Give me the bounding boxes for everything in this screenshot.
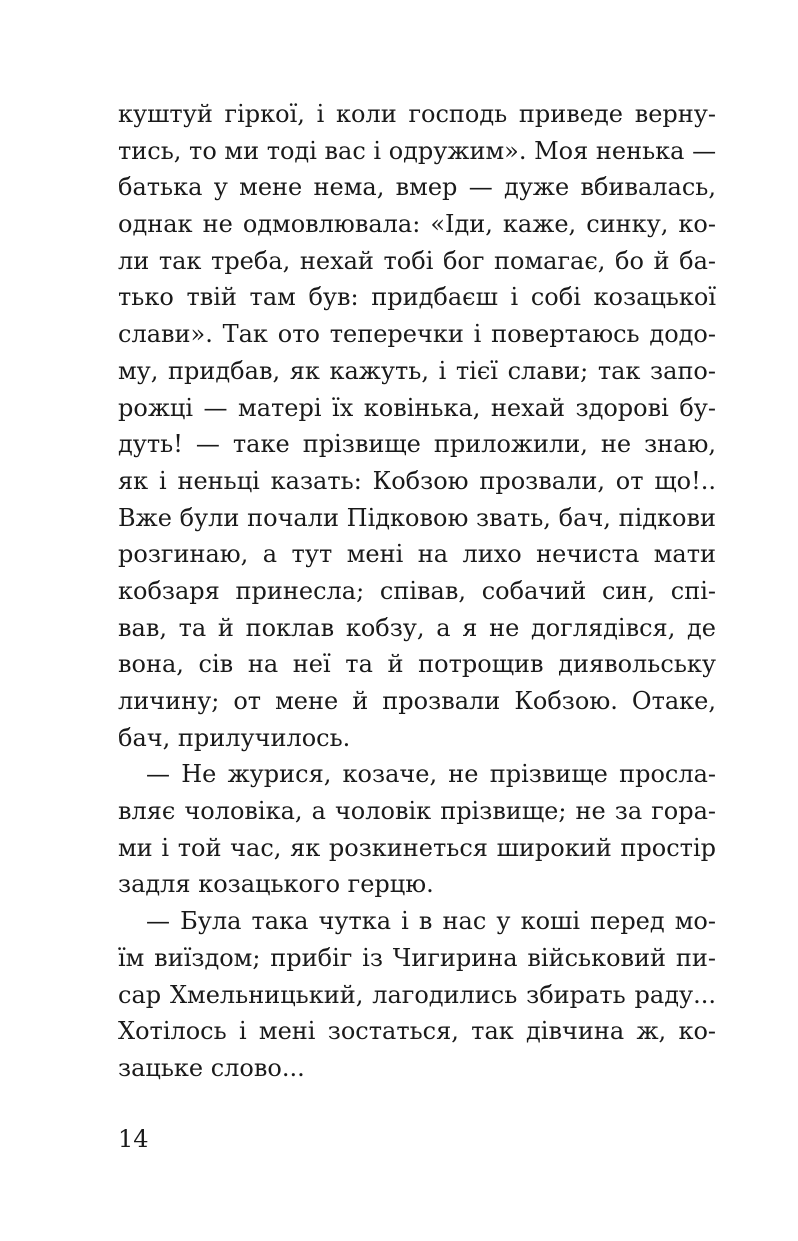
text-line: рожці — матері їх ковінька, нехай здорові бу- [118,393,716,422]
text-line: вав, та й поклав кобзу, а я не доглядівся, де [118,613,716,642]
text-line: ми і той час, як розкинеться широкий простір [118,833,716,862]
text-line: му, придбав, як кажуть, і тієї слави; так запо- [118,356,716,385]
text-line: сар Хмельницький, лагодились збирать раду... [118,980,716,1009]
text-line: їм виїздом; прибіг із Чигирина військовий пи- [118,943,716,972]
text-line: куштуй гіркої, і коли господь приведе верну- [118,100,716,128]
text-line: бач, прилучилось. [118,723,351,752]
text-line: однак не одмовлювала: «Іди, каже, синку, ко- [118,210,716,239]
text-line: задля козацького герцю. [118,870,434,899]
text-line: батька у мене нема, вмер — дуже вбивалась, [118,173,716,202]
text-line: Вже були почали Підковою звать, бач, підкови [118,503,716,532]
body-text [118,96,716,1087]
text-line: тько твій там був: придбаєш і собі козацької [118,283,716,312]
text-line: вона, сів на неї та й потрощив диявольську [118,650,716,679]
text-line: кобзаря принесла; співав, собачий син, спі- [118,576,716,605]
text-line: ли так треба, нехай тобі бог помагає, бо й ба- [118,246,716,275]
text-line: як і неньці казать: Кобзою прозвали, от що!.. [118,466,716,495]
text-line: зацьке слово... [118,1053,305,1082]
text-line: личину; от мене й прозвали Кобзою. Отаке, [118,687,716,715]
text-line: — Не журися, козаче, не прізвище просла- [146,760,716,789]
text-line: тись, то ми тоді вас і одружим». Моя ненька — [118,136,717,165]
text-line: — Була така чутка і в нас у коші перед мо- [146,907,716,936]
text-line: Хотілось і мені зостаться, так дівчина ж, ко- [118,1017,716,1046]
text-line: розгинаю, а тут мені на лихо нечиста мати [118,540,716,569]
page-number: 14 [118,1125,149,1153]
text-line: слави». Так ото теперечки і повертаюсь додо- [118,320,716,349]
text-line: вляє чоловіка, а чоловік прізвище; не за гора- [118,797,716,826]
text-line: дуть! — таке прізвище приложили, не знаю, [118,430,716,459]
